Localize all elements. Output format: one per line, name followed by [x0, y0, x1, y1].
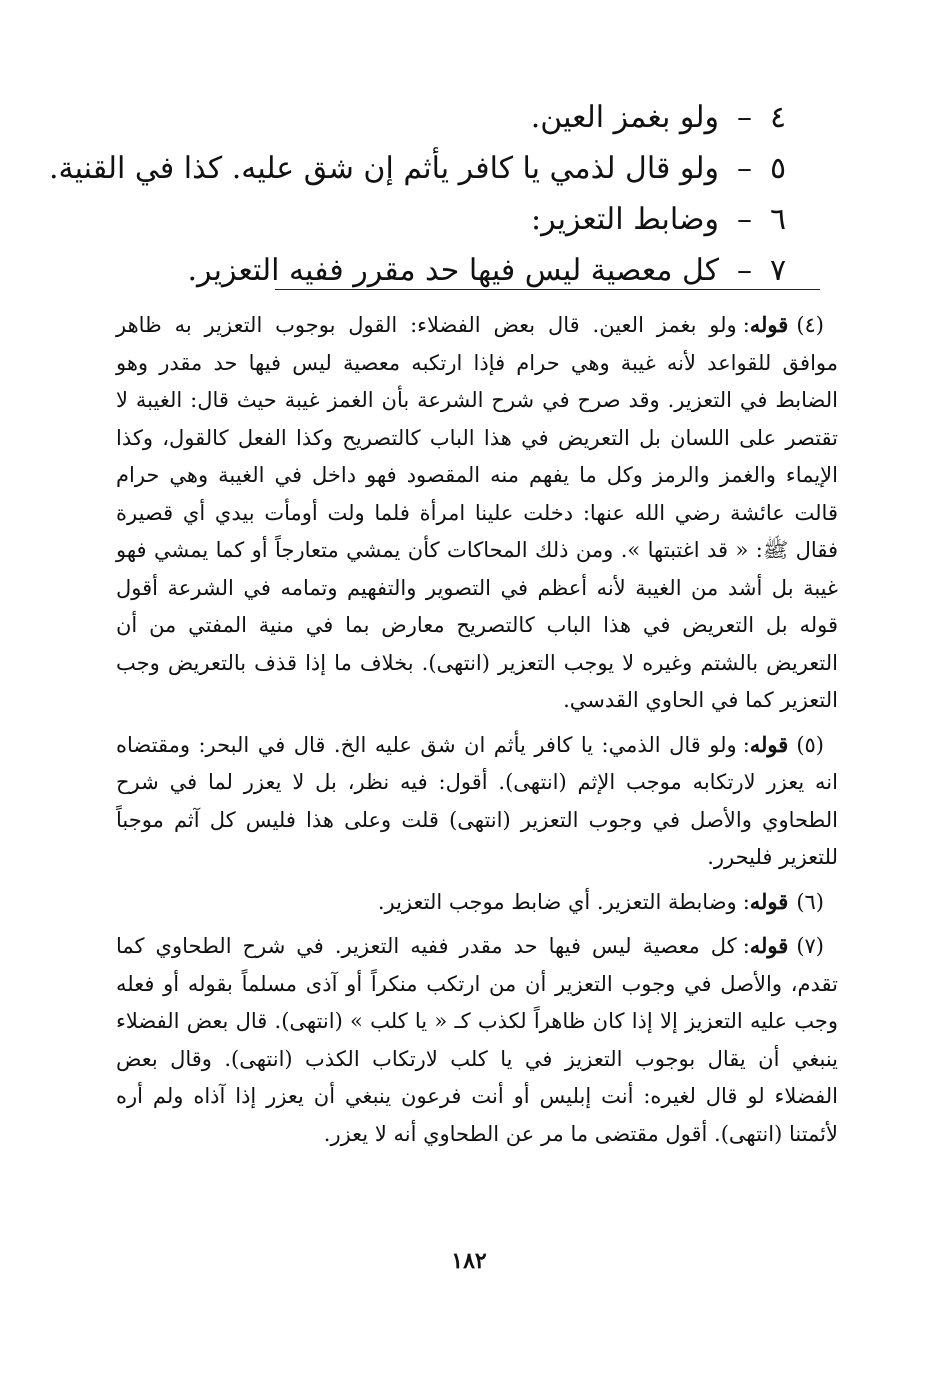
page-number: ١٨٢ [451, 1248, 487, 1274]
matn-number: ٧ [769, 253, 787, 288]
commentary [116, 306, 838, 1159]
commentary-colon: : [742, 889, 750, 914]
matn-number: ٦ [769, 202, 787, 237]
commentary-keyword: قوله [749, 312, 789, 337]
commentary-paragraph [116, 883, 838, 922]
commentary-keyword: قوله [749, 933, 789, 958]
commentary-number: (٦) [796, 889, 824, 914]
matn-line [49, 143, 790, 194]
matn-line [150, 92, 790, 143]
commentary-lead [737, 890, 838, 914]
matn-dash: – [737, 100, 752, 135]
commentary-keyword: قوله [749, 731, 789, 757]
commentary-colon: : [742, 732, 750, 757]
matn-sentence: وضابط التعزير: [530, 202, 719, 237]
commentary-paragraph [116, 927, 838, 1153]
matn-number: ٥ [769, 151, 787, 186]
matn-sentence: كل معصية ليس فيها حد مقرر ففيه التعزير. [187, 253, 719, 288]
commentary-lead [737, 733, 838, 757]
commentary-number: (٧) [796, 934, 824, 958]
commentary-colon: : [742, 313, 750, 337]
commentary-colon: : [742, 934, 750, 958]
commentary-text: ولو قال الذمي: يا كافر يأثم ان شق عليه الخ. قال في البحر: ومقتضاه انه يعزر لارتكابه موجب الإثم (انتهى). أقول: فيه نظر، بل لا يعزر لما في شرح الطحاوي والأصل في وجوب التعزير (انتهى) قلت وعلى هذا فليس كل آثم موجباً للتعزير فليحرر. [116, 732, 838, 869]
matn-sentence: ولو قال لذمي يا كافر يأثم إن شق عليه. كذا في القنية. [49, 151, 719, 186]
matn-sentence: ولو بغمز العين. [530, 100, 719, 135]
matn-dash: – [737, 202, 752, 237]
commentary-number: (٤) [796, 313, 824, 337]
matn-line [150, 194, 790, 245]
matn-dash: – [737, 253, 752, 288]
commentary-text: وضابطة التعزير. أي ضابط موجب التعزير. [377, 889, 737, 914]
matn-text [49, 92, 790, 296]
commentary-number: (٥) [796, 732, 824, 757]
commentary-keyword: قوله [749, 888, 789, 914]
commentary-text: كل معصية ليس فيها حد مقدر ففيه التعزير. في شرح الطحاوي كما تقدم، والأصل في وجوب التعزير أن من ارتكب منكراً أو آذى مسلماً بقوله أو فعله وجب عليه التعزيز إلا إذا كان ظاهراً لكذب كـ « يا كلب » (انتهى). قال بعض الفضلاء ينبغي أن يقال بوجوب التعزيز في يا كلب لارتكاب الكذب (انتهى). وقال بعض الفضلاء لو قال لغيره: أنت إبليس أو أنت فرعون ينبغي أن يعزر إذا آذاه ولم أره لأئمتنا (انتهى). أقول مقتضى ما مر عن الطحاوي أنه لا يعزر. [116, 934, 838, 1146]
commentary-paragraph [116, 726, 838, 877]
matn-dash: – [737, 151, 752, 186]
commentary-lead [737, 313, 838, 337]
commentary-text: ولو بغمز العين. قال بعض الفضلاء: القول بوجوب التعزير به ظاهر موافق للقواعد لأنه غيبة وهي حرام فإذا ارتكبه معصية ليس فيها حد مقدر وهو الضابط في التعزير. وقد صرح في شرح الشرعة بأن الغمز غيبة حيث قال: الغيبة لا تقتصر على اللسان بل التعريض في هذا الباب كالتصريح وكذا الفعل كالقول، وكذا الإيماء والغمز والرمز وكل ما يفهم منه المقصود فهو داخل في الغيبة وهي حرام قالت عائشة رضي الله عنها: دخلت علينا امرأة فلما ولت أومأت بيدي أي قصيرة فقال ﷺ: « قد اغتبتها ». ومن ذلك المحاكات كأن يمشي متعارجاً أو كما يمشي فهو غيبة بل أشد من الغيبة لأنه أعظم في التصوير والتفهيم وتمامه في الشرعة أقول قوله بل التعريض في هذا الباب كالتصريح معارض بما في منية المفتي من أن التعريض بالشتم وغيره لا يوجب التعزير (انتهى). بخلاف ما إذا قذف بالتعريض وجب التعزير كما في الحاوي القدسي. [116, 313, 838, 712]
commentary-paragraph [116, 306, 838, 720]
matn-number: ٤ [769, 100, 787, 135]
commentary-lead [737, 934, 838, 958]
footnote-divider [275, 289, 820, 290]
